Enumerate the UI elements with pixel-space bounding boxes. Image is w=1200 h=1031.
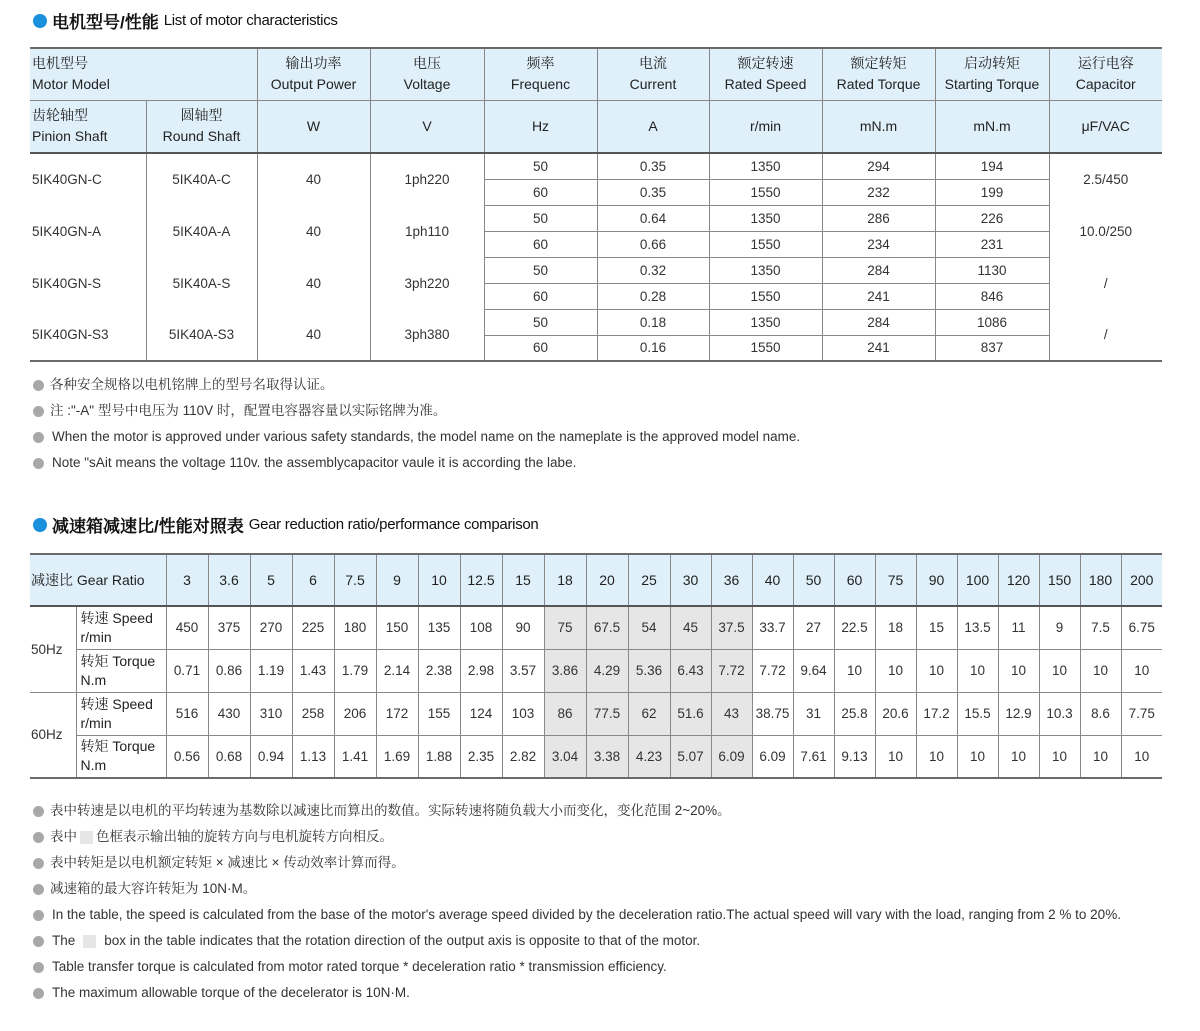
row-label-unit: r/min bbox=[80, 628, 112, 645]
value-cell: 7.61 bbox=[793, 735, 834, 778]
note-text: 注 :"-A" 型号中电压为 110V 时，配置电容器容量以实际铭牌为准。 bbox=[50, 403, 447, 418]
unit-current: A bbox=[597, 100, 709, 153]
value-cell: 11 bbox=[998, 606, 1039, 649]
row-label-unit: r/min bbox=[80, 714, 112, 731]
value-cell: 18 bbox=[875, 606, 916, 649]
value-cell: 51.6 bbox=[670, 692, 711, 735]
cell-power: 40 bbox=[257, 153, 370, 205]
value-cell: 10 bbox=[834, 649, 875, 692]
value-cell: 10 bbox=[1039, 649, 1080, 692]
ratio-header-cell: 30 bbox=[670, 554, 711, 606]
value-cell: 1.43 bbox=[292, 649, 334, 692]
motor-characteristics-table bbox=[30, 47, 1162, 362]
bullet-icon bbox=[33, 380, 44, 391]
value-cell: 75 bbox=[544, 606, 586, 649]
cell-start-torque: 846 bbox=[935, 283, 1049, 309]
value-cell: 10 bbox=[957, 735, 998, 778]
value-cell: 25.8 bbox=[834, 692, 875, 735]
value-cell: 10 bbox=[875, 735, 916, 778]
value-cell: 17.2 bbox=[916, 692, 957, 735]
value-cell: 6.09 bbox=[711, 735, 752, 778]
value-cell: 13.5 bbox=[957, 606, 998, 649]
ratio-header-cell: 120 bbox=[998, 554, 1039, 606]
cell-current: 0.16 bbox=[597, 335, 709, 361]
table-row bbox=[30, 735, 1162, 778]
bullet-icon bbox=[33, 910, 44, 921]
bullet-icon bbox=[33, 832, 44, 843]
value-cell: 172 bbox=[376, 692, 418, 735]
ratio-header-cell: 20 bbox=[586, 554, 628, 606]
cell-start-torque: 1086 bbox=[935, 309, 1049, 335]
value-cell: 45 bbox=[670, 606, 711, 649]
cell-capacitor: / bbox=[1049, 309, 1162, 361]
cell-start-torque: 231 bbox=[935, 231, 1049, 257]
value-cell: 10 bbox=[1121, 649, 1162, 692]
shade-swatch-icon bbox=[83, 935, 96, 948]
cell-speed: 1550 bbox=[709, 179, 822, 205]
gear-notes bbox=[33, 798, 1121, 1006]
value-cell: 270 bbox=[250, 606, 292, 649]
cell-freq: 50 bbox=[484, 205, 597, 231]
cell-current: 0.28 bbox=[597, 283, 709, 309]
frequency-label: 50Hz bbox=[30, 606, 76, 692]
note-item bbox=[33, 824, 1121, 850]
header-starting-torque bbox=[935, 48, 1049, 100]
value-cell: 86 bbox=[544, 692, 586, 735]
section-title-motor-characteristics bbox=[33, 8, 338, 33]
ratio-header-cell: 3 bbox=[166, 554, 208, 606]
row-label-main: 转速 Speed bbox=[80, 695, 153, 712]
note-text: 减速箱的最大容许转矩为 10N·M。 bbox=[50, 881, 257, 896]
value-cell: 0.86 bbox=[208, 649, 250, 692]
cell-pinion-model: 5IK40GN-S3 bbox=[30, 309, 146, 361]
header-cn: 电压 bbox=[413, 55, 441, 72]
value-cell: 6.43 bbox=[670, 649, 711, 692]
note-text: 表中转矩是以电机额定转矩 × 减速比 × 传动效率计算而得。 bbox=[50, 855, 405, 870]
cell-speed: 1550 bbox=[709, 231, 822, 257]
value-cell: 10 bbox=[875, 649, 916, 692]
value-cell: 10 bbox=[998, 649, 1039, 692]
value-cell: 77.5 bbox=[586, 692, 628, 735]
cell-freq: 60 bbox=[484, 335, 597, 361]
value-cell: 62 bbox=[628, 692, 670, 735]
header-cn: 齿轮轴型 bbox=[32, 107, 88, 124]
value-cell: 0.71 bbox=[166, 649, 208, 692]
cell-current: 0.35 bbox=[597, 179, 709, 205]
note-text: Note "sAit means the voltage 110v. the assemblycapacitor vaule it is according the labe. bbox=[52, 455, 577, 470]
note-item bbox=[33, 980, 1121, 1006]
header-cn: 额定转矩 bbox=[850, 55, 907, 72]
header-cn: 输出功率 bbox=[285, 55, 342, 72]
value-cell: 310 bbox=[250, 692, 292, 735]
value-cell: 4.29 bbox=[586, 649, 628, 692]
bullet-dot-icon bbox=[33, 518, 47, 532]
value-cell: 430 bbox=[208, 692, 250, 735]
value-cell: 9 bbox=[1039, 606, 1080, 649]
value-cell: 2.38 bbox=[418, 649, 460, 692]
value-cell: 1.41 bbox=[334, 735, 376, 778]
value-cell: 1.13 bbox=[292, 735, 334, 778]
cell-current: 0.35 bbox=[597, 153, 709, 179]
cell-freq: 50 bbox=[484, 309, 597, 335]
ratio-header-cell: 100 bbox=[957, 554, 998, 606]
row-label bbox=[76, 735, 166, 778]
cell-torque: 234 bbox=[822, 231, 935, 257]
value-cell: 10 bbox=[916, 735, 957, 778]
unit-power: W bbox=[257, 100, 370, 153]
value-cell: 225 bbox=[292, 606, 334, 649]
header-en: Rated Speed bbox=[724, 76, 807, 93]
header-cn: 运行电容 bbox=[1077, 55, 1134, 72]
note-item bbox=[33, 954, 1121, 980]
value-cell: 1.88 bbox=[418, 735, 460, 778]
value-cell: 9.13 bbox=[834, 735, 875, 778]
bullet-icon bbox=[33, 806, 44, 817]
header-pinion-shaft bbox=[30, 100, 146, 153]
value-cell: 33.7 bbox=[752, 606, 793, 649]
table-row bbox=[30, 205, 1162, 231]
header-gear-ratio: 减速比 Gear Ratio bbox=[30, 554, 166, 606]
value-cell: 2.14 bbox=[376, 649, 418, 692]
table-row bbox=[30, 257, 1162, 283]
note-item bbox=[33, 928, 1121, 954]
value-cell: 258 bbox=[292, 692, 334, 735]
header-en: Starting Torque bbox=[944, 76, 1040, 93]
value-cell: 10 bbox=[1080, 735, 1121, 778]
value-cell: 10 bbox=[998, 735, 1039, 778]
cell-speed: 1350 bbox=[709, 309, 822, 335]
cell-torque: 241 bbox=[822, 335, 935, 361]
note-item bbox=[33, 876, 1121, 902]
cell-round-model: 5IK40A-A bbox=[146, 205, 257, 257]
cell-voltage: 1ph220 bbox=[370, 153, 484, 205]
header-en: Capacitor bbox=[1075, 76, 1136, 93]
note-text: When the motor is approved under various safety standards, the model name on the nameplate is the approved model name. bbox=[52, 429, 801, 444]
value-cell: 10.3 bbox=[1039, 692, 1080, 735]
cell-round-model: 5IK40A-S bbox=[146, 257, 257, 309]
bullet-icon bbox=[33, 962, 44, 973]
value-cell: 10 bbox=[1039, 735, 1080, 778]
cell-torque: 284 bbox=[822, 257, 935, 283]
value-cell: 10 bbox=[916, 649, 957, 692]
value-cell: 10 bbox=[957, 649, 998, 692]
ratio-header-cell: 60 bbox=[834, 554, 875, 606]
header-cn: 启动转矩 bbox=[964, 55, 1020, 72]
value-cell: 124 bbox=[460, 692, 502, 735]
header-cn: 频率 bbox=[526, 55, 555, 72]
header-en: Voltage bbox=[403, 76, 451, 93]
ratio-header-cell: 5 bbox=[250, 554, 292, 606]
ratio-header-cell: 180 bbox=[1080, 554, 1121, 606]
header-frequency bbox=[484, 48, 597, 100]
cell-torque: 241 bbox=[822, 283, 935, 309]
value-cell: 180 bbox=[334, 606, 376, 649]
unit-voltage: V bbox=[370, 100, 484, 153]
value-cell: 7.5 bbox=[1080, 606, 1121, 649]
note-item bbox=[33, 398, 800, 424]
note-text: 表中转速是以电机的平均转速为基数除以减速比而算出的数值。实际转速将随负载大小而变化，变化范围 2~20%。 bbox=[50, 803, 731, 818]
note-item bbox=[33, 798, 1121, 824]
value-cell: 135 bbox=[418, 606, 460, 649]
value-cell: 3.57 bbox=[502, 649, 544, 692]
value-cell: 8.6 bbox=[1080, 692, 1121, 735]
value-cell: 103 bbox=[502, 692, 544, 735]
value-cell: 27 bbox=[793, 606, 834, 649]
cell-voltage: 3ph380 bbox=[370, 309, 484, 361]
shade-swatch-icon bbox=[80, 831, 93, 844]
note-text: The maximum allowable torque of the decelerator is 10N·M. bbox=[52, 985, 410, 1000]
cell-capacitor: 2.5/450 bbox=[1049, 153, 1162, 205]
bullet-icon bbox=[33, 884, 44, 895]
cell-start-torque: 199 bbox=[935, 179, 1049, 205]
cell-power: 40 bbox=[257, 205, 370, 257]
gear-ratio-table bbox=[30, 553, 1162, 779]
note-text: 各种安全规格以电机铭牌上的型号名取得认证。 bbox=[50, 377, 334, 392]
header-cn: 电流 bbox=[639, 55, 667, 72]
value-cell: 22.5 bbox=[834, 606, 875, 649]
ratio-header-cell: 200 bbox=[1121, 554, 1162, 606]
cell-speed: 1350 bbox=[709, 205, 822, 231]
value-cell: 3.38 bbox=[586, 735, 628, 778]
value-cell: 5.07 bbox=[670, 735, 711, 778]
value-cell: 1.69 bbox=[376, 735, 418, 778]
note-text: In the table, the speed is calculated from the base of the motor's average speed divided by the deceleration ratio.The actual speed will vary with the load, ranging from 2 % to 20%. bbox=[52, 907, 1121, 922]
value-cell: 7.72 bbox=[711, 649, 752, 692]
ratio-header-cell: 90 bbox=[916, 554, 957, 606]
cell-current: 0.66 bbox=[597, 231, 709, 257]
ratio-header-cell: 18 bbox=[544, 554, 586, 606]
cell-current: 0.18 bbox=[597, 309, 709, 335]
value-cell: 3.86 bbox=[544, 649, 586, 692]
cell-torque: 284 bbox=[822, 309, 935, 335]
value-cell: 2.35 bbox=[460, 735, 502, 778]
ratio-header-cell: 36 bbox=[711, 554, 752, 606]
ratio-header-cell: 40 bbox=[752, 554, 793, 606]
value-cell: 5.36 bbox=[628, 649, 670, 692]
note-item bbox=[33, 424, 800, 450]
table-row bbox=[30, 606, 1162, 649]
value-cell: 0.68 bbox=[208, 735, 250, 778]
header-en: Motor Model bbox=[32, 76, 110, 93]
cell-start-torque: 226 bbox=[935, 205, 1049, 231]
note-text-after: box in the table indicates that the rotation direction of the output axis is opposite to that of the motor. bbox=[104, 933, 701, 948]
value-cell: 0.56 bbox=[166, 735, 208, 778]
cell-round-model: 5IK40A-S3 bbox=[146, 309, 257, 361]
value-cell: 0.94 bbox=[250, 735, 292, 778]
header-en: Output Power bbox=[270, 76, 357, 93]
unit-starting-torque: mN.m bbox=[935, 100, 1049, 153]
note-text-after: 色框表示输出轴的旋转方向与电机旋转方向相反。 bbox=[96, 829, 393, 844]
header-capacitor bbox=[1049, 48, 1162, 100]
value-cell: 3.04 bbox=[544, 735, 586, 778]
note-text-before: The bbox=[52, 933, 76, 948]
ratio-header-cell: 12.5 bbox=[460, 554, 502, 606]
ratio-header-cell: 3.6 bbox=[208, 554, 250, 606]
value-cell: 90 bbox=[502, 606, 544, 649]
value-cell: 20.6 bbox=[875, 692, 916, 735]
note-item bbox=[33, 372, 800, 398]
cell-torque: 232 bbox=[822, 179, 935, 205]
table-row bbox=[30, 309, 1162, 335]
unit-speed: r/min bbox=[709, 100, 822, 153]
ratio-header-cell: 15 bbox=[502, 554, 544, 606]
row-label-main: 转速 Speed bbox=[80, 609, 153, 626]
value-cell: 10 bbox=[1080, 649, 1121, 692]
ratio-header-cell: 9 bbox=[376, 554, 418, 606]
cell-capacitor: 10.0/250 bbox=[1049, 205, 1162, 257]
value-cell: 10 bbox=[1121, 735, 1162, 778]
cell-current: 0.32 bbox=[597, 257, 709, 283]
row-label-unit: N.m bbox=[80, 671, 107, 688]
header-cn: 圆轴型 bbox=[180, 107, 223, 124]
gear-ratio-header-row bbox=[30, 554, 1162, 606]
cell-start-torque: 194 bbox=[935, 153, 1049, 179]
value-cell: 15.5 bbox=[957, 692, 998, 735]
value-cell: 15 bbox=[916, 606, 957, 649]
note-item bbox=[33, 450, 800, 476]
note-item bbox=[33, 850, 1121, 876]
section-title-en: Gear reduction ratio/performance comparison bbox=[248, 516, 539, 533]
unit-frequency: Hz bbox=[484, 100, 597, 153]
header-motor-model bbox=[30, 48, 257, 100]
value-cell: 155 bbox=[418, 692, 460, 735]
value-cell: 7.72 bbox=[752, 649, 793, 692]
value-cell: 7.75 bbox=[1121, 692, 1162, 735]
value-cell: 6.75 bbox=[1121, 606, 1162, 649]
bullet-icon bbox=[33, 406, 44, 417]
value-cell: 516 bbox=[166, 692, 208, 735]
value-cell: 108 bbox=[460, 606, 502, 649]
table-unit-row bbox=[30, 100, 1162, 153]
ratio-header-cell: 75 bbox=[875, 554, 916, 606]
cell-current: 0.64 bbox=[597, 205, 709, 231]
bullet-icon bbox=[33, 432, 44, 443]
cell-freq: 60 bbox=[484, 283, 597, 309]
table-row bbox=[30, 153, 1162, 179]
cell-speed: 1550 bbox=[709, 335, 822, 361]
section-title-gear-ratio bbox=[33, 512, 538, 537]
ratio-header-cell: 50 bbox=[793, 554, 834, 606]
table-row bbox=[30, 649, 1162, 692]
header-en: Frequenc bbox=[510, 76, 571, 93]
value-cell: 2.98 bbox=[460, 649, 502, 692]
cell-freq: 50 bbox=[484, 153, 597, 179]
value-cell: 54 bbox=[628, 606, 670, 649]
section-title-en: List of motor characteristics bbox=[163, 12, 338, 29]
ratio-header-cell: 7.5 bbox=[334, 554, 376, 606]
section-title-cn: 电机型号/性能 bbox=[52, 13, 159, 32]
cell-start-torque: 1130 bbox=[935, 257, 1049, 283]
header-current bbox=[597, 48, 709, 100]
cell-freq: 60 bbox=[484, 231, 597, 257]
ratio-header-cell: 25 bbox=[628, 554, 670, 606]
value-cell: 206 bbox=[334, 692, 376, 735]
note-text: Table transfer torque is calculated from motor rated torque * deceleration ratio * transmission efficiency. bbox=[52, 959, 667, 974]
cell-pinion-model: 5IK40GN-C bbox=[30, 153, 146, 205]
cell-speed: 1350 bbox=[709, 153, 822, 179]
value-cell: 6.09 bbox=[752, 735, 793, 778]
cell-speed: 1550 bbox=[709, 283, 822, 309]
cell-start-torque: 837 bbox=[935, 335, 1049, 361]
cell-freq: 50 bbox=[484, 257, 597, 283]
note-item bbox=[33, 902, 1121, 928]
value-cell: 1.19 bbox=[250, 649, 292, 692]
value-cell: 150 bbox=[376, 606, 418, 649]
unit-capacitor: μF/VAC bbox=[1049, 100, 1162, 153]
cell-freq: 60 bbox=[484, 179, 597, 205]
ratio-header-cell: 150 bbox=[1039, 554, 1080, 606]
row-label-main: 转矩 Torque bbox=[80, 652, 156, 669]
header-en: Round Shaft bbox=[162, 128, 241, 145]
cell-power: 40 bbox=[257, 257, 370, 309]
value-cell: 9.64 bbox=[793, 649, 834, 692]
row-label bbox=[76, 606, 166, 649]
value-cell: 2.82 bbox=[502, 735, 544, 778]
row-label-main: 转矩 Torque bbox=[80, 738, 156, 755]
cell-voltage: 1ph110 bbox=[370, 205, 484, 257]
header-en: Rated Torque bbox=[836, 76, 921, 93]
motor-notes bbox=[33, 372, 800, 476]
cell-voltage: 3ph220 bbox=[370, 257, 484, 309]
header-rated-torque bbox=[822, 48, 935, 100]
header-voltage bbox=[370, 48, 484, 100]
value-cell: 31 bbox=[793, 692, 834, 735]
cell-speed: 1350 bbox=[709, 257, 822, 283]
cell-round-model: 5IK40A-C bbox=[146, 153, 257, 205]
header-cn: 额定转速 bbox=[737, 55, 794, 72]
cell-torque: 286 bbox=[822, 205, 935, 231]
header-round-shaft bbox=[146, 100, 257, 153]
frequency-label: 60Hz bbox=[30, 692, 76, 778]
cell-torque: 294 bbox=[822, 153, 935, 179]
bullet-icon bbox=[33, 988, 44, 999]
value-cell: 450 bbox=[166, 606, 208, 649]
value-cell: 37.5 bbox=[711, 606, 752, 649]
cell-pinion-model: 5IK40GN-S bbox=[30, 257, 146, 309]
unit-torque: mN.m bbox=[822, 100, 935, 153]
row-label bbox=[76, 649, 166, 692]
value-cell: 43 bbox=[711, 692, 752, 735]
bullet-icon bbox=[33, 458, 44, 469]
bullet-icon bbox=[33, 858, 44, 869]
section-title-cn: 减速箱减速比/性能对照表 bbox=[52, 517, 244, 536]
value-cell: 67.5 bbox=[586, 606, 628, 649]
header-en: Current bbox=[629, 76, 677, 93]
bullet-dot-icon bbox=[33, 14, 47, 28]
cell-power: 40 bbox=[257, 309, 370, 361]
bullet-icon bbox=[33, 936, 44, 947]
header-output-power bbox=[257, 48, 370, 100]
cell-pinion-model: 5IK40GN-A bbox=[30, 205, 146, 257]
header-en: Pinion Shaft bbox=[32, 128, 108, 145]
value-cell: 38.75 bbox=[752, 692, 793, 735]
value-cell: 1.79 bbox=[334, 649, 376, 692]
header-cn: 电机型号 bbox=[32, 55, 88, 72]
note-text-before: 表中 bbox=[50, 829, 77, 844]
ratio-header-cell: 10 bbox=[418, 554, 460, 606]
table-row bbox=[30, 692, 1162, 735]
ratio-header-cell: 6 bbox=[292, 554, 334, 606]
header-rated-speed bbox=[709, 48, 822, 100]
value-cell: 4.23 bbox=[628, 735, 670, 778]
row-label bbox=[76, 692, 166, 735]
cell-capacitor: / bbox=[1049, 257, 1162, 309]
value-cell: 12.9 bbox=[998, 692, 1039, 735]
table-header-row bbox=[30, 48, 1162, 100]
row-label-unit: N.m bbox=[80, 757, 107, 774]
value-cell: 375 bbox=[208, 606, 250, 649]
